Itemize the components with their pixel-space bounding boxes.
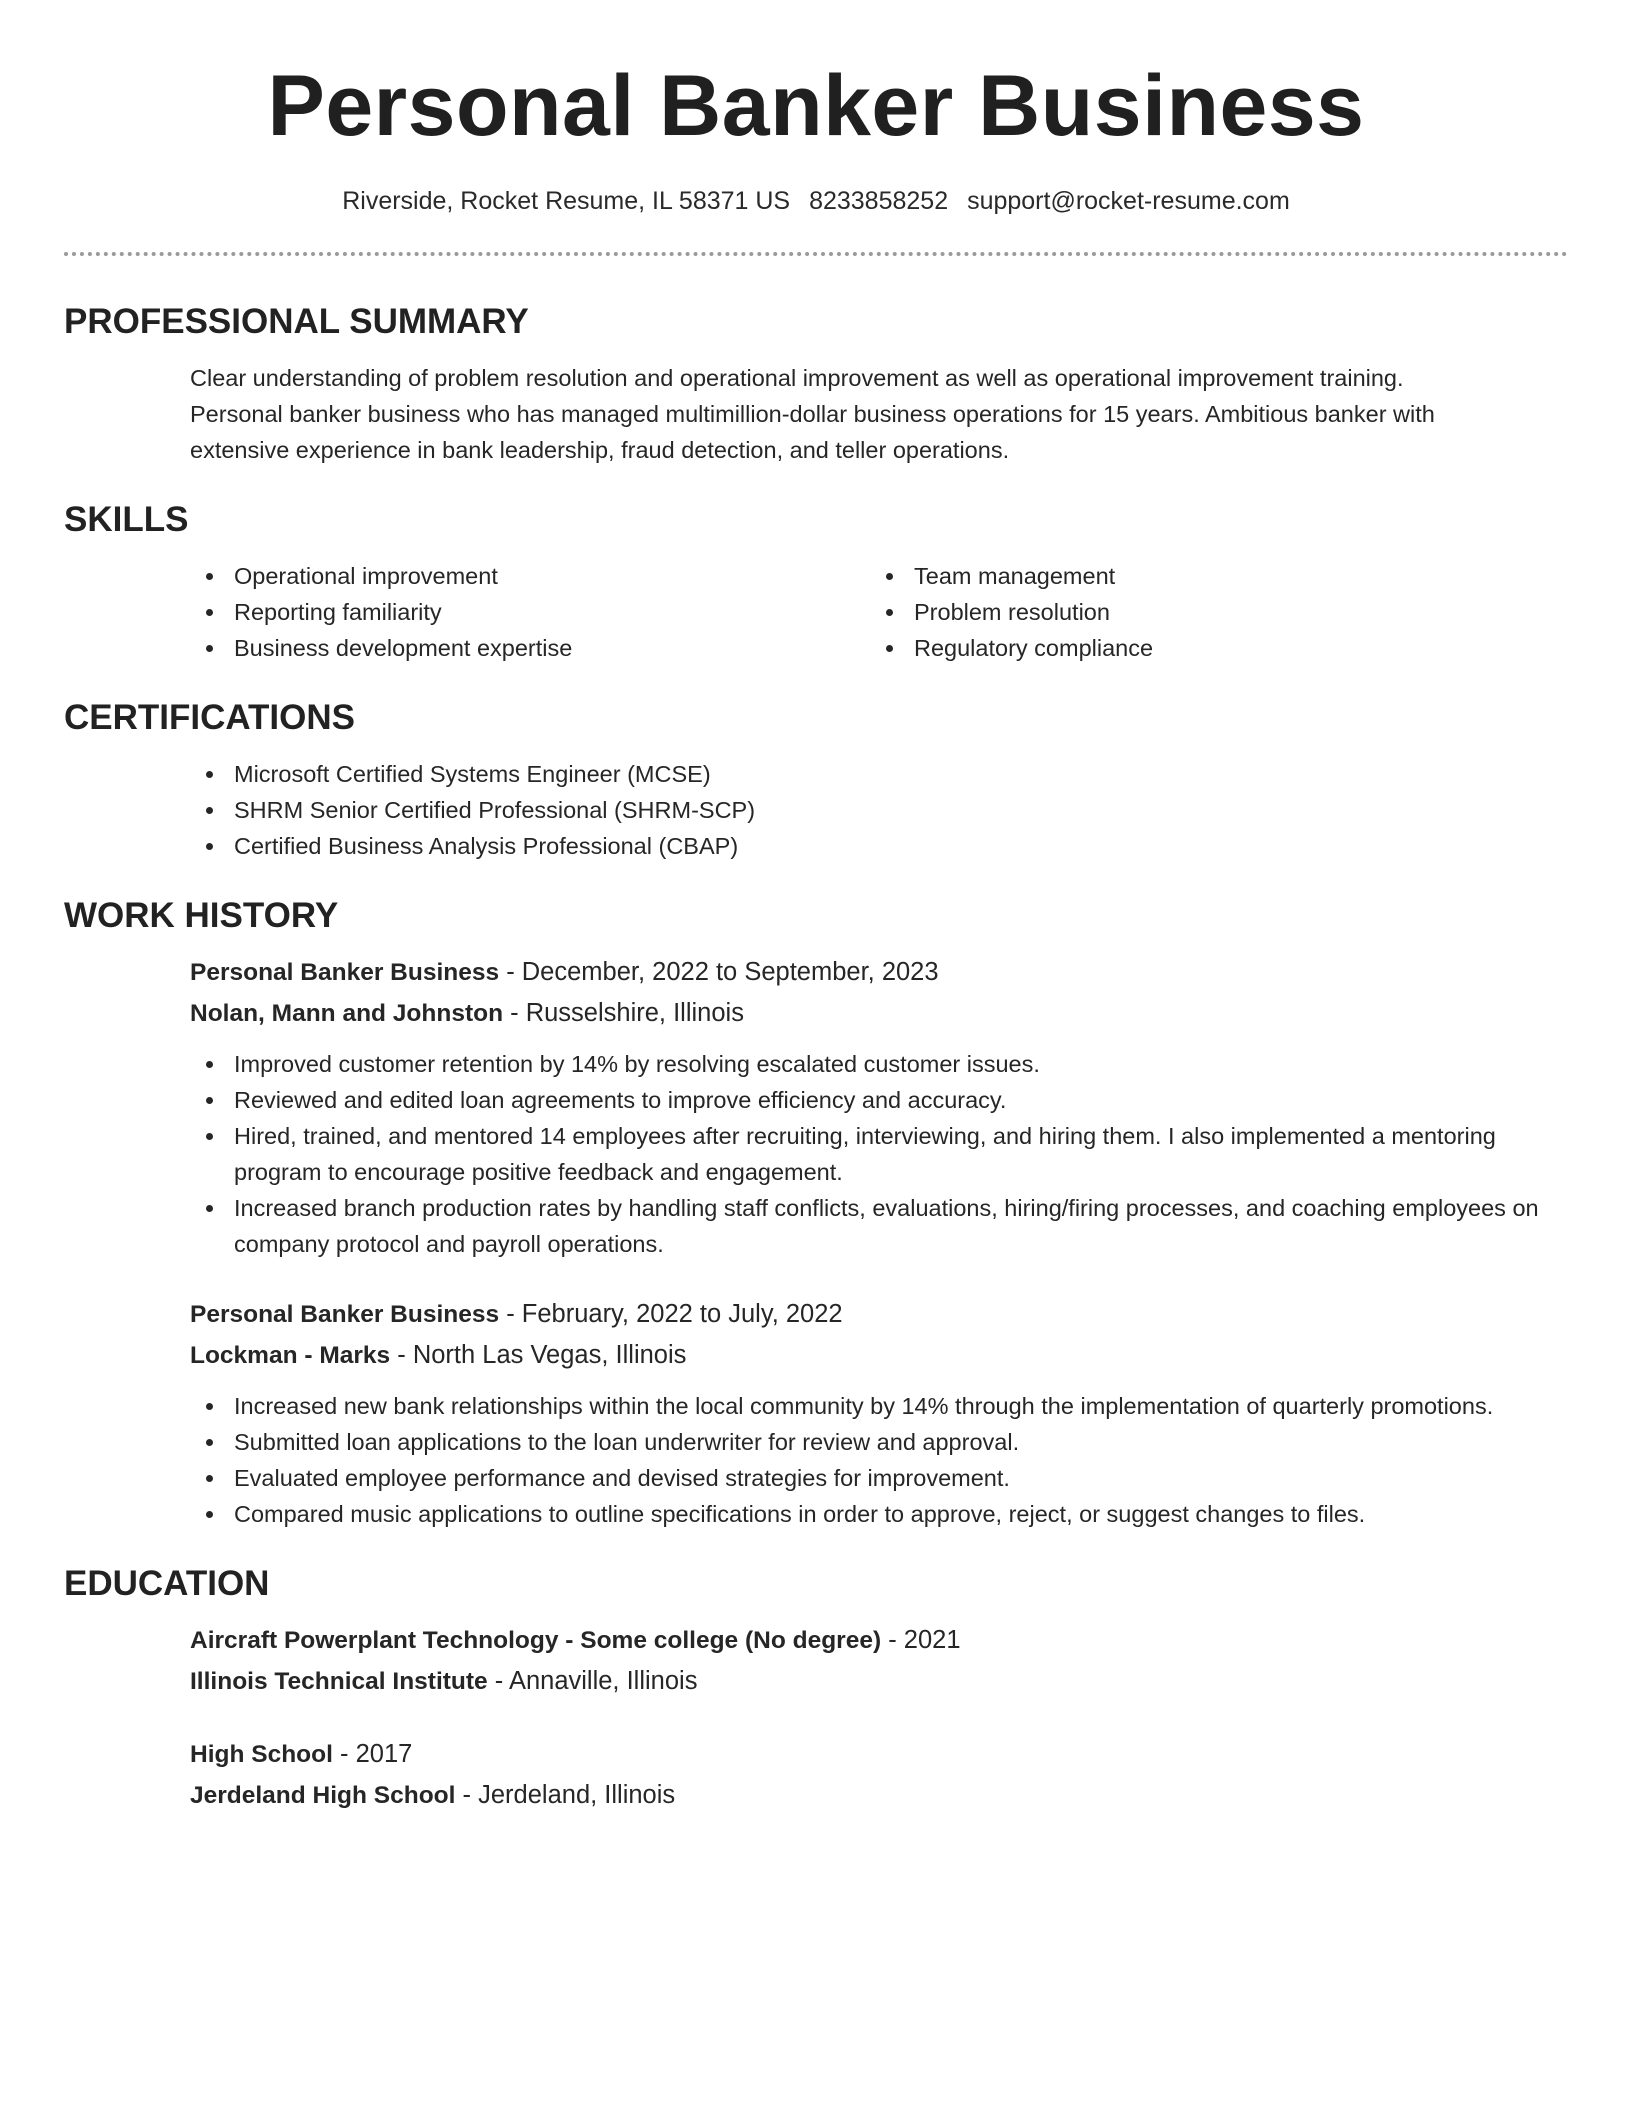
job-location: - Russelshire, Illinois (503, 999, 744, 1027)
education-entry (64, 1620, 1568, 1702)
section-title-education: EDUCATION (64, 1564, 270, 1603)
certification-item: SHRM Senior Certified Professional (SHRM-SCP) (190, 792, 1568, 828)
candidate-name: Personal Banker Business (267, 58, 1365, 154)
job-location: - North Las Vegas, Illinois (390, 1341, 687, 1369)
job-bullet: Reviewed and edited loan agreements to improve efficiency and accuracy. (190, 1082, 1568, 1118)
job-dates: - February, 2022 to July, 2022 (499, 1300, 843, 1328)
skills-column-left (190, 558, 870, 666)
job-company: Nolan, Mann and Johnston (190, 1000, 504, 1027)
work-history-section (64, 894, 1568, 1532)
education-school: Illinois Technical Institute (190, 1668, 488, 1695)
education-section (64, 1562, 1568, 1816)
education-location: - Annaville, Illinois (487, 1667, 698, 1695)
skill-item: Problem resolution (870, 594, 1550, 630)
certification-item: Microsoft Certified Systems Engineer (MCSE) (190, 756, 1568, 792)
job-bullet: Improved customer retention by 14% by resolving escalated customer issues. (190, 1046, 1568, 1082)
skills-list (190, 558, 1568, 666)
job-bullet: Increased new bank relationships within the local community by 14% through the implementation of quarterly promotions. (190, 1388, 1568, 1424)
summary-line: extensive experience in bank leadership, fraud detection, and teller operations. (190, 437, 1010, 463)
job-role: Personal Banker Business (190, 959, 500, 986)
education-year: - 2021 (881, 1626, 961, 1654)
certifications-list (190, 756, 1568, 864)
education-school-line (190, 1775, 1568, 1816)
education-school-line (190, 1661, 1568, 1702)
education-degree-line (190, 1620, 1568, 1661)
skill-item: Reporting familiarity (190, 594, 870, 630)
resume-page (64, 0, 1568, 1816)
education-degree: Aircraft Powerplant Technology - Some college (No degree) (190, 1627, 882, 1654)
job-title-line (190, 1294, 1568, 1335)
job-company-line (190, 1335, 1568, 1376)
education-degree-line (190, 1734, 1568, 1775)
header-divider (64, 252, 1568, 256)
contact-address: Riverside, Rocket Resume, IL 58371 US (342, 187, 791, 215)
job-bullet: Submitted loan applications to the loan underwriter for review and approval. (190, 1424, 1568, 1460)
education-degree: High School (190, 1741, 333, 1768)
section-title-skills: SKILLS (64, 500, 189, 539)
job-bullet: Evaluated employee performance and devised strategies for improvement. (190, 1460, 1568, 1496)
job-role: Personal Banker Business (190, 1301, 500, 1328)
summary-text (190, 360, 1568, 468)
skill-item: Business development expertise (190, 630, 870, 666)
section-title-summary: PROFESSIONAL SUMMARY (64, 302, 529, 341)
contact-email: support@rocket-resume.com (967, 187, 1290, 215)
certification-item: Certified Business Analysis Professional (CBAP) (190, 828, 1568, 864)
summary-line: Personal banker business who has managed multimillion-dollar business operations for 15 years. Ambitious banker with (190, 401, 1435, 427)
education-year: - 2017 (332, 1740, 413, 1768)
skill-item: Operational improvement (190, 558, 870, 594)
section-title-certifications: CERTIFICATIONS (64, 698, 356, 737)
education-entry (64, 1734, 1568, 1816)
education-location: - Jerdeland, Illinois (455, 1781, 676, 1809)
job-dates: - December, 2022 to September, 2023 (499, 958, 939, 986)
job-bullets (190, 1046, 1568, 1262)
job-entry (64, 952, 1568, 1262)
job-company: Lockman - Marks (190, 1342, 391, 1369)
skill-item: Team management (870, 558, 1550, 594)
education-school: Jerdeland High School (190, 1782, 456, 1809)
job-bullet: Increased branch production rates by handling staff conflicts, evaluations, hiring/firing processes, and coaching employees on company protocol and payroll operations. (190, 1190, 1568, 1262)
summary-line: Clear understanding of problem resolution and operational improvement as well as operational improvement training. (190, 365, 1404, 391)
job-bullet: Compared music applications to outline specifications in order to approve, reject, or suggest changes to files. (190, 1496, 1568, 1532)
certifications-section (64, 696, 1568, 864)
job-title-line (190, 952, 1568, 993)
job-bullets (190, 1388, 1568, 1532)
job-bullet: Hired, trained, and mentored 14 employees after recruiting, interviewing, and hiring them. I also implemented a mentoring program to encourage positive feedback and engagement. (190, 1118, 1568, 1190)
contact-phone: 8233858252 (809, 187, 949, 215)
section-title-work-history: WORK HISTORY (64, 896, 339, 935)
skills-section (64, 498, 1568, 666)
job-company-line (190, 993, 1568, 1034)
skill-item: Regulatory compliance (870, 630, 1550, 666)
summary-section (64, 300, 1568, 468)
job-entry (64, 1294, 1568, 1532)
skills-column-right (870, 558, 1550, 666)
contact-line (64, 184, 1568, 218)
